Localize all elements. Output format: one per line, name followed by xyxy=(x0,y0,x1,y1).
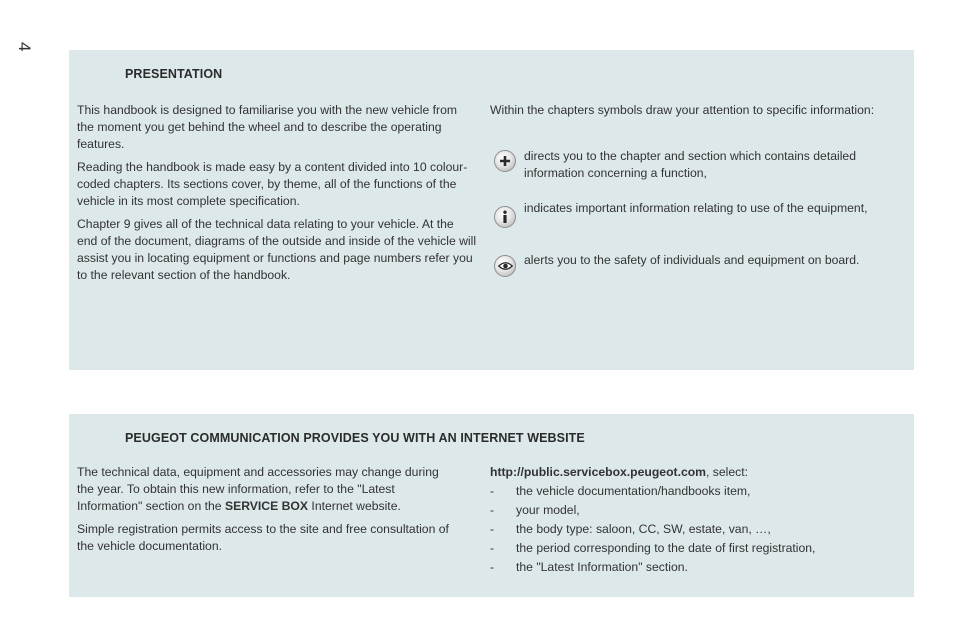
list-item: - the "Latest Information" section. xyxy=(490,560,688,574)
website-left-column xyxy=(77,464,457,561)
presentation-paragraph-2: Reading the handbook is made easy by a content divided into 10 colour-coded chapters. Its sections cover, by theme, all of the functions of the vehicle in its most complete specification. xyxy=(77,160,468,208)
presentation-left-column xyxy=(77,102,477,290)
website-panel xyxy=(69,414,914,597)
website-right-column xyxy=(490,464,910,578)
presentation-title: PRESENTATION xyxy=(125,67,223,81)
website-url-link[interactable]: http://public.servicebox.peugeot.com xyxy=(490,465,707,479)
eye-icon xyxy=(494,255,516,277)
presentation-paragraph-1: This handbook is designed to familiarise you with the new vehicle from the moment you get behind the wheel and to describe the operating features. xyxy=(77,103,458,151)
website-title: PEUGEOT COMMUNICATION PROVIDES YOU WITH AN INTERNET WEBSITE xyxy=(125,431,585,445)
info-icon xyxy=(494,206,516,228)
plus-icon xyxy=(494,150,516,172)
presentation-paragraph-3: Chapter 9 gives all of the technical data relating to your vehicle. At the end of the document, diagrams of the outside and inside of the vehicle will assist you in locating equipment or functions and page numbers refer you to the relevant section of the handbook. xyxy=(77,217,477,282)
presentation-panel xyxy=(69,50,914,370)
presentation-right-column xyxy=(490,102,910,267)
website-steps-list xyxy=(490,483,910,576)
service-box-label: SERVICE BOX xyxy=(224,499,309,513)
website-url-line: http://public.servicebox.peugeot.com, select: xyxy=(490,465,749,479)
website-paragraph-1: The technical data, equipment and accessories may change during the year. To obtain this new information, refer to the "Latest Information" section on the SERVICE BOX Internet website. xyxy=(77,465,439,513)
list-item: - the period corresponding to the date of first registration, xyxy=(490,541,816,555)
website-paragraph-2: Simple registration permits access to the site and free consultation of the vehicle documentation. xyxy=(77,522,449,553)
page-number: 4 xyxy=(15,42,34,52)
symbol-text-info: indicates important information relating to use of the equipment, xyxy=(524,201,868,215)
symbol-text-eye: alerts you to the safety of individuals and equipment on board. xyxy=(524,253,860,267)
list-item: - the vehicle documentation/handbooks item, xyxy=(490,484,751,498)
list-item: - the body type: saloon, CC, SW, estate, van, …, xyxy=(490,522,771,536)
symbol-text-plus: directs you to the chapter and section which contains detailed information concerning a function, xyxy=(524,149,856,180)
list-item: - your model, xyxy=(490,503,580,517)
symbols-intro: Within the chapters symbols draw your attention to specific information: xyxy=(490,103,875,117)
